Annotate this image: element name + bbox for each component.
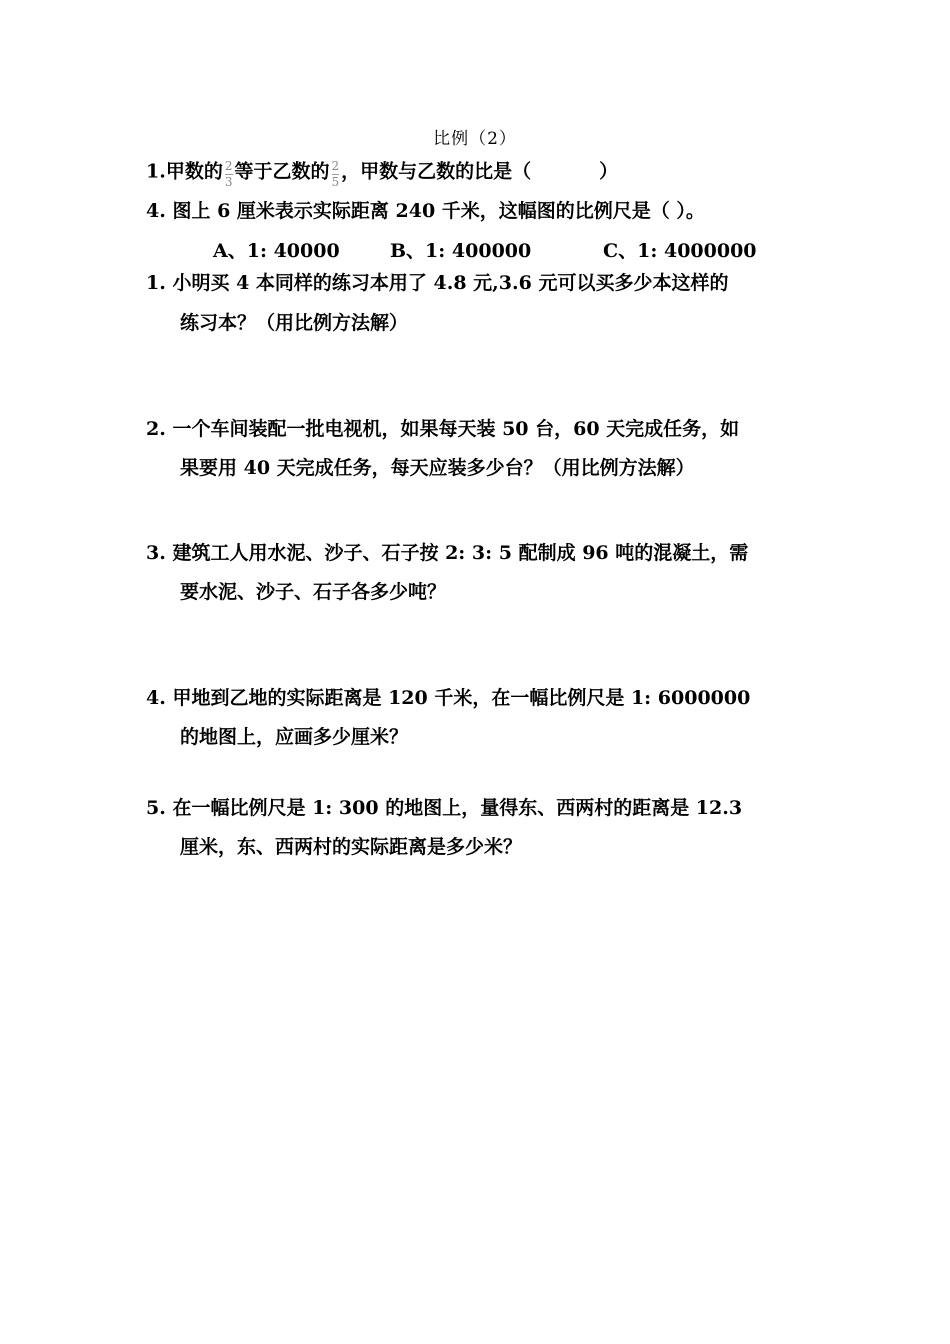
question-text-part: ，甲数与乙数的比是（ <box>341 160 532 183</box>
page-title: 比例（2） <box>433 129 517 149</box>
question-text-part: 甲数的 <box>165 160 223 183</box>
question-number: 1. <box>146 160 166 183</box>
problem-2-line-1: 2. 一个车间装配一批电视机，如果每天装 50 台，60 天完成任务，如 <box>146 418 740 440</box>
problem-4-line-2: 的地图上，应画多少厘米？ <box>180 726 409 748</box>
problem-3-line-1: 3. 建筑工人用水泥、沙子、石子按 2: 3: 5 配制成 96 吨的混凝土，需 <box>146 542 749 564</box>
fraction-denominator: 3 <box>224 175 233 189</box>
problem-4-line-1: 4. 甲地到乙地的实际距离是 120 千米，在一幅比例尺是 1: 6000000 <box>146 687 751 709</box>
fraction-denominator: 5 <box>331 175 340 189</box>
choice-option-b[interactable]: B、1: 400000 <box>390 240 532 262</box>
problem-3-line-2: 要水泥、沙子、石子各多少吨？ <box>180 581 447 603</box>
fraction <box>225 160 233 189</box>
fraction <box>332 160 340 189</box>
question-text-part: ） <box>599 160 619 183</box>
fraction-numerator: 2 <box>224 159 233 173</box>
question-text-part: 等于乙数的 <box>234 160 330 183</box>
problem-1-line-2: 练习本？（用比例方法解） <box>180 312 409 334</box>
choice-option-c[interactable]: C、1: 4000000 <box>603 240 757 262</box>
problem-5-line-2: 厘米，东、西两村的实际距离是多少米？ <box>180 836 523 858</box>
problem-1-line-1: 1. 小明买 4 本同样的练习本用了 4.8 元,3.6 元可以买多少本这样的 <box>146 272 729 294</box>
choice-option-a[interactable]: A、1: 40000 <box>213 240 340 262</box>
fraction-numerator: 2 <box>331 159 340 173</box>
problem-2-line-2: 果要用 40 天完成任务，每天应装多少台？（用比例方法解） <box>180 457 695 479</box>
problem-5-line-1: 5. 在一幅比例尺是 1: 300 的地图上，量得东、西两村的距离是 12.3 <box>146 797 743 819</box>
fill-in-question-1 <box>146 158 618 187</box>
choice-question-4: 4. 图上 6 厘米表示实际距离 240 千米，这幅图的比例尺是（ ）。 <box>146 200 705 222</box>
